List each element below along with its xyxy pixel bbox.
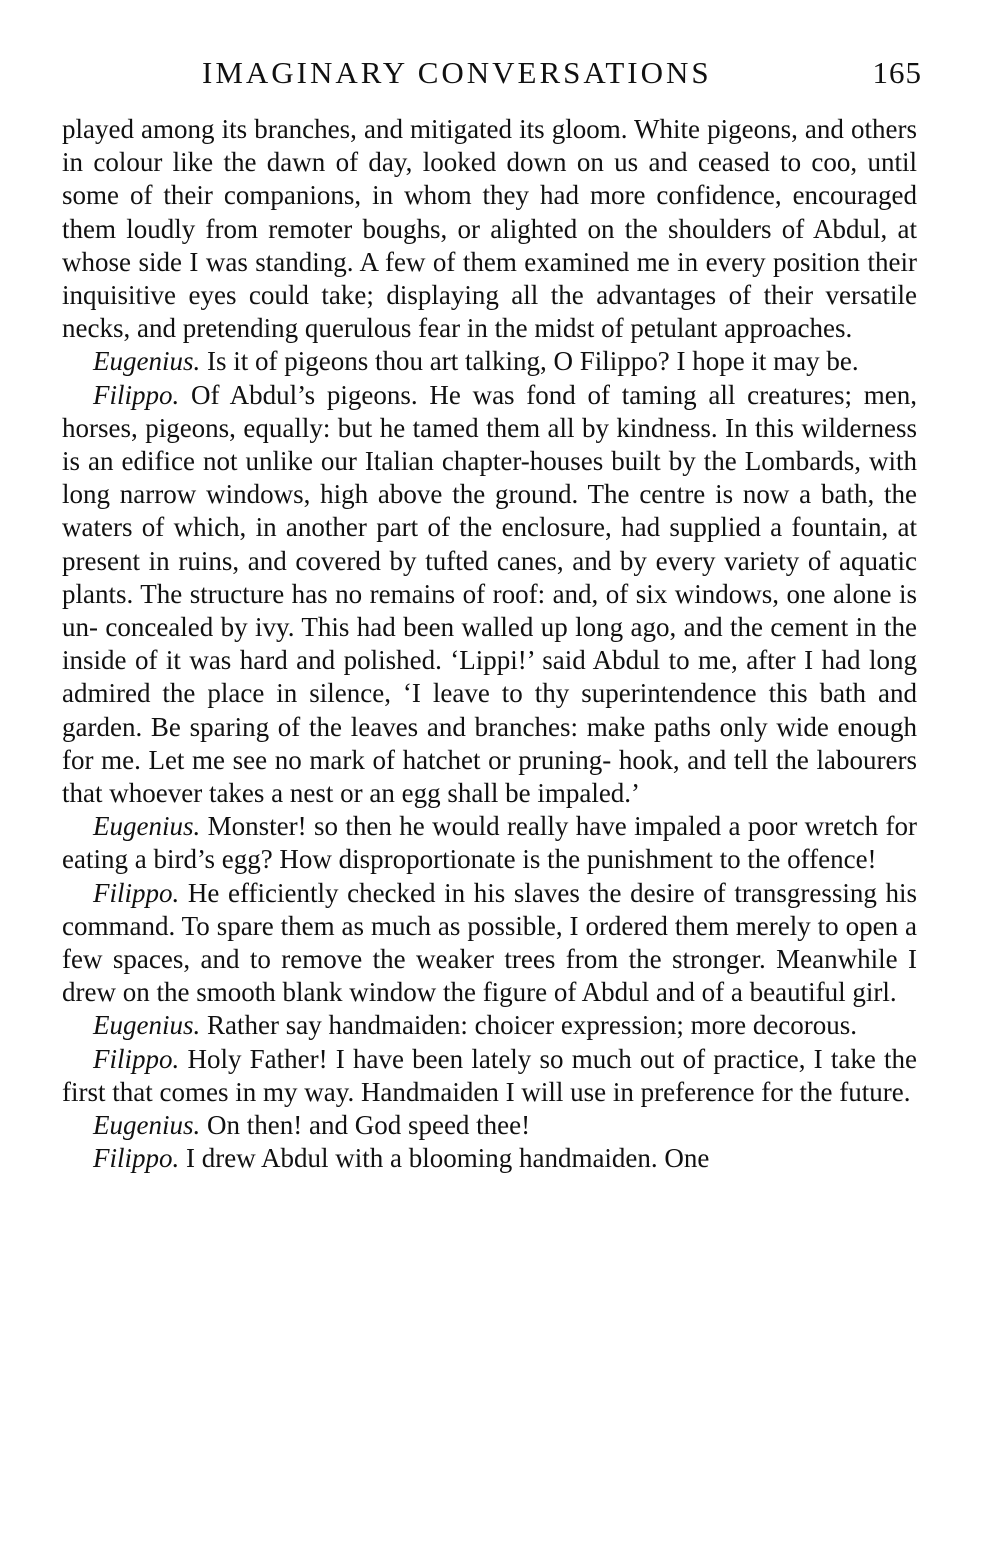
paragraph — [62, 877, 917, 1010]
paragraph-text: He efficiently checked in his slaves the desire of transgressing his command. To spare them as much as possible, I ordered them merely to open a few spaces, and to remove the weaker trees from the stronger. Meanwhile I drew on the smooth blank window the figure of Abdul and of a beautiful girl. — [62, 877, 917, 1008]
speaker-name: Eugenius. — [93, 346, 201, 377]
paragraph-text: I drew Abdul with a blooming handmaiden. One — [179, 1143, 710, 1174]
paragraph — [62, 810, 917, 876]
text-body — [62, 113, 917, 1176]
paragraph — [62, 113, 917, 345]
page-number: 165 — [872, 55, 922, 90]
running-title: IMAGINARY CONVERSATIONS — [202, 55, 712, 90]
paragraph-text: Is it of pigeons thou art talking, O Filippo? I hope it may be. — [200, 346, 859, 377]
speaker-name: Filippo. — [93, 1143, 180, 1174]
paragraph-text: Rather say handmaiden: choicer expression; more decorous. — [200, 1010, 858, 1041]
paragraph-text: Monster! so then he would really have impaled a poor wretch for eating a bird’s egg? How disproportionate is the punishment to the offence! — [62, 811, 917, 875]
paragraph — [62, 379, 917, 811]
speaker-name: Filippo. — [93, 877, 180, 908]
paragraph — [62, 1043, 917, 1109]
paragraph-text: Of Abdul’s pigeons. He was fond of taming all creatures; men, horses, pigeons, equally: but he tamed them all by kindness. In this wilderness is an edifice not unlike our Italian chapter-houses built by the Lombards, with long narrow windows, high above the ground. The centre is now a bath, the waters of which, in another part of the enclosure, had supplied a fountain, at present in ruins, and covered by tufted canes, and by every variety of aquatic plants. The structure has no remains of roof: and, of six windows, one alone is un- concealed by ivy. This had been walled up long ago, and the cement in the inside of it was hard and polished. ‘Lippi!’ said Abdul to me, after I had long admired the place in silence, ‘I leave to thy superintendence this bath and garden. Be sparing of the leaves and branches: make paths only wide enough for me. Let me see no mark of hatchet or pruning- hook, and tell the labourers that whoever takes a nest or an egg shall be impaled.’ — [62, 379, 917, 809]
running-head — [62, 55, 922, 95]
paragraph — [62, 345, 917, 378]
speaker-name: Filippo. — [93, 379, 180, 410]
paragraph — [62, 1109, 917, 1142]
paragraph-text: played among its branches, and mitigated its gloom. White pigeons, and others in colour like the dawn of day, looked down on us and ceased to coo, until some of their companions, in whom they had more confidence, encouraged them loudly from remoter boughs, or alighted on the shoulders of Abdul, at whose side I was standing. A few of them examined me in every position their inquisitive eyes could take; displaying all the advantages of their versatile necks, and pretending querulous fear in the midst of petulant approaches. — [62, 114, 917, 344]
speaker-name: Eugenius. — [93, 1010, 201, 1041]
speaker-name: Eugenius. — [93, 811, 201, 842]
paragraph — [62, 1009, 917, 1042]
paragraph-text: On then! and God speed thee! — [200, 1110, 531, 1141]
speaker-name: Eugenius. — [93, 1110, 201, 1141]
paragraph-text: Holy Father! I have been lately so much out of practice, I take the first that comes in my way. Handmaiden I will use in preference for the future. — [62, 1043, 917, 1107]
paragraph — [62, 1142, 917, 1175]
speaker-name: Filippo. — [93, 1043, 180, 1074]
